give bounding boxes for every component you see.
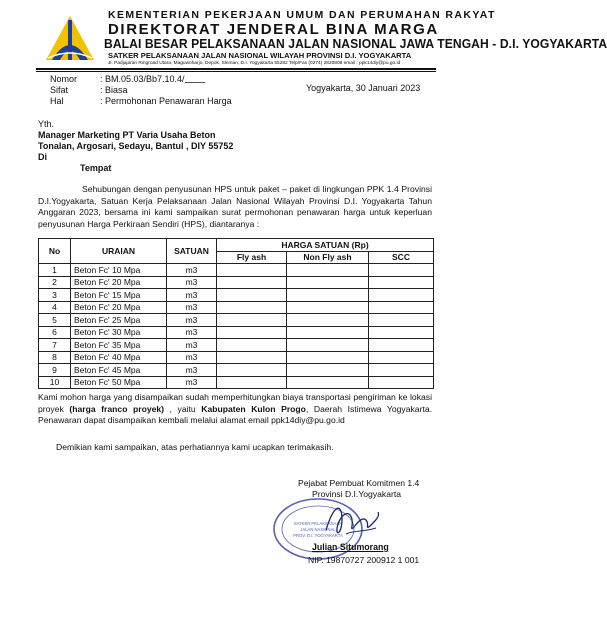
sifat-value: : Biasa — [100, 85, 128, 95]
ministry-name: KEMENTERIAN PEKERJAAN UMUM DAN PERUMAHAN RAKYAT — [108, 9, 496, 21]
directorate-name: DIREKTORAT JENDERAL BINA MARGA — [108, 21, 439, 38]
svg-text:PROV. D.I. YOGYAKARTA: PROV. D.I. YOGYAKARTA — [293, 533, 343, 538]
closing-paragraph: Demikian kami sampaikan, atas perhatiannya kami ucapkan terimakasih. — [56, 442, 334, 452]
table-row: 6 Beton Fc' 30 Mpa m3 — [39, 326, 434, 339]
table-row: 5 Beton Fc' 25 Mpa m3 — [39, 314, 434, 327]
office-address: Jl. Padjajaran Ringroad Utara, Maguwoharjo, Depok, Sleman, D.I. Yogyakarta 55282 Telp/Fax (0274) 2820808 email : ppk14diy@pu.go.id — [108, 61, 401, 66]
nomor-label: Nomor — [50, 74, 78, 84]
price-request-table — [38, 238, 434, 389]
signatory-nip: NIP. 19870727 200912 1 001 — [308, 555, 420, 565]
transport-paragraph: Kami mohon harga yang disampaikan sudah memperhitungkan biaya transportasi pengiriman ke lokasi proyek (harga franco proyek) , yaitu Kabupaten Kulon Progo, Daerah Istimewa Yogyakarta. Penawaran dapat disampaikan kembali melalui alamat email ppk14diy@pu.go.id — [38, 392, 432, 426]
subcol-fly-ash: Fly ash — [217, 251, 287, 264]
table-row: 2 Beton Fc' 20 Mpa m3 — [39, 276, 434, 289]
letterhead-rule-thin — [36, 71, 436, 72]
letterhead-rule — [36, 68, 436, 70]
table-row: 3 Beton Fc' 15 Mpa m3 — [39, 289, 434, 302]
recipient-tempat: Tempat — [80, 163, 112, 173]
intro-paragraph: Sehubungan dengan penyusunan HPS untuk paket – paket di lingkungan PPK 1.4 Provinsi D.I.Yogyakarta, Satuan Kerja Pelaksanaan Jalan Nasional Wilayah Provinsi D.I. Yogyakarta Tahun Anggaran 2023, bersama ini kami sampaikan surat permohonan penawaran harga untuk keperluan penyusunan Harga Perkiraan Sendiri (HPS), diantaranya : — [38, 184, 432, 229]
unit-name: SATKER PELAKSANAAN JALAN NASIONAL WILAYAH PROVINSI D.I. YOGYAKARTA — [108, 51, 412, 60]
recipient-di: Di — [38, 152, 47, 162]
col-no: No — [39, 239, 71, 264]
hal-value: : Permohonan Penawaran Harga — [100, 96, 232, 106]
subcol-non-fly-ash: Non Fly ash — [287, 251, 369, 264]
signatory-title: Pejabat Pembuat Komitmen 1.4 — [298, 478, 420, 488]
table-row: 9 Beton Fc' 45 Mpa m3 — [39, 364, 434, 377]
table-row: 1 Beton Fc' 10 Mpa m3 — [39, 264, 434, 277]
recipient-name: Manager Marketing PT Varia Usaha Beton — [38, 130, 216, 140]
table-row: 7 Beton Fc' 35 Mpa m3 — [39, 339, 434, 352]
letter-date: Yogyakarta, 30 Januari 2023 — [306, 83, 421, 93]
office-name: BALAI BESAR PELAKSANAAN JALAN NASIONAL JAWA TENGAH - D.I. YOGYAKARTA — [104, 36, 607, 51]
hal-label: Hal — [50, 96, 64, 106]
table-row: 8 Beton Fc' 40 Mpa m3 — [39, 351, 434, 364]
subcol-scc: SCC — [369, 251, 434, 264]
recipient-yth: Yth. — [38, 119, 55, 129]
sifat-label: Sifat — [50, 85, 69, 95]
pupr-logo — [42, 12, 98, 64]
signatory-province: Provinsi D.I.Yogyakarta — [312, 489, 402, 499]
col-harga: HARGA SATUAN (Rp) — [217, 239, 434, 252]
recipient-address: Tonalan, Argosari, Sedayu, Bantul , DIY 55752 — [38, 141, 234, 151]
handwritten-signature — [320, 494, 384, 546]
signatory-name: Julian Situmorang — [312, 542, 389, 552]
col-uraian: URAIAN — [71, 239, 167, 264]
svg-text:SATKER PELAKSANAAN: SATKER PELAKSANAAN — [293, 521, 343, 526]
col-satuan: SATUAN — [167, 239, 217, 264]
svg-text:JALAN NASIONAL: JALAN NASIONAL — [300, 527, 336, 532]
nomor-value: : BM.05.03/Bb7.10.4/ — [100, 74, 205, 84]
table-row: 4 Beton Fc' 20 Mpa m3 — [39, 301, 434, 314]
table-row: 10 Beton Fc' 50 Mpa m3 — [39, 376, 434, 389]
